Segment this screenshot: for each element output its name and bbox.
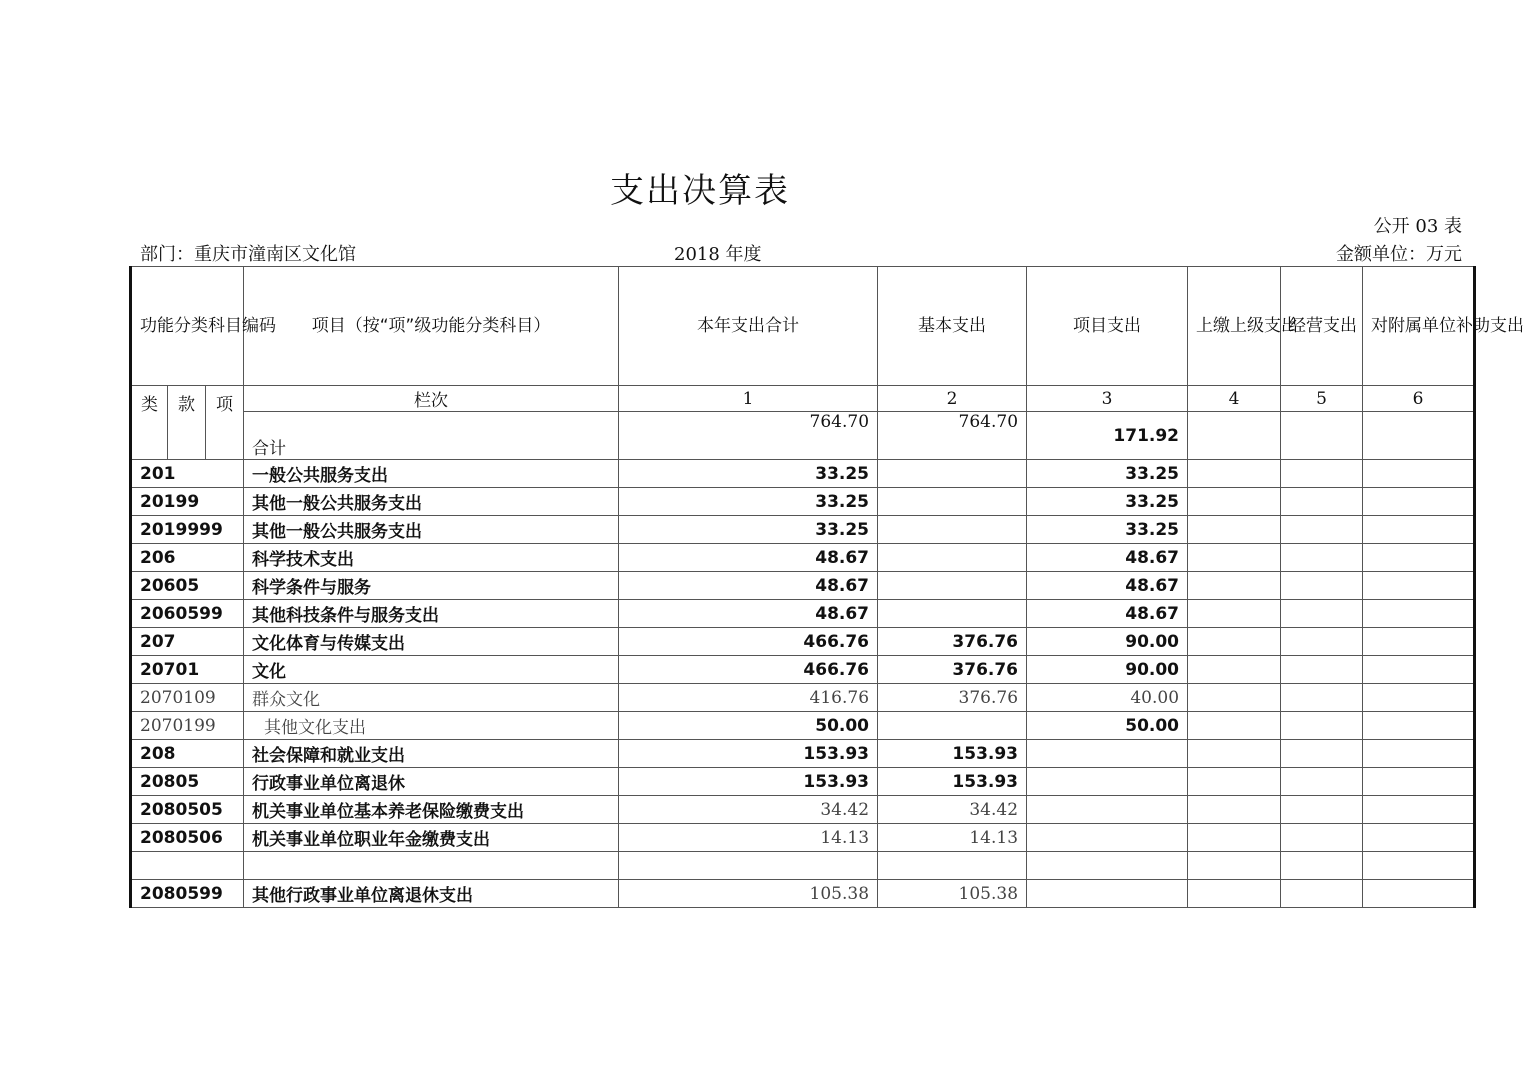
row-name: 科学条件与服务 <box>244 572 619 600</box>
table-row <box>131 656 1475 684</box>
column-number: 4 <box>1188 386 1281 412</box>
row-basic <box>878 852 1027 880</box>
row-total: 153.93 <box>619 740 878 768</box>
header-project: 项目支出 <box>1027 267 1188 386</box>
row-basic <box>878 544 1027 572</box>
row-project: 90.00 <box>1027 628 1188 656</box>
row-business <box>1281 488 1363 516</box>
row-basic: 376.76 <box>878 656 1027 684</box>
row-total: 50.00 <box>619 712 878 740</box>
row-business <box>1281 796 1363 824</box>
row-name: 其他一般公共服务支出 <box>244 488 619 516</box>
row-project: 40.00 <box>1027 684 1188 712</box>
row-project: 33.25 <box>1027 488 1188 516</box>
empty-cell <box>1363 412 1475 460</box>
table-row <box>131 852 1475 880</box>
level-lei: 类 <box>131 386 168 460</box>
table-row <box>131 768 1475 796</box>
row-subsidy <box>1363 600 1475 628</box>
row-code: 2080506 <box>131 824 244 852</box>
row-basic: 34.42 <box>878 796 1027 824</box>
total-basic: 764.70 <box>878 412 1027 460</box>
row-business <box>1281 600 1363 628</box>
empty-cell <box>1188 412 1281 460</box>
row-total: 466.76 <box>619 656 878 684</box>
row-subsidy <box>1363 572 1475 600</box>
row-code: 20605 <box>131 572 244 600</box>
row-subsidy <box>1363 460 1475 488</box>
row-superior <box>1188 488 1281 516</box>
row-business <box>1281 628 1363 656</box>
row-code: 2080505 <box>131 796 244 824</box>
total-label: 合计 <box>244 412 619 460</box>
row-name: 群众文化 <box>244 684 619 712</box>
row-project <box>1027 740 1188 768</box>
row-basic <box>878 600 1027 628</box>
header-subsidy: 对附属单位补助支出 <box>1363 267 1475 386</box>
row-subsidy <box>1363 712 1475 740</box>
row-project: 50.00 <box>1027 712 1188 740</box>
row-subsidy <box>1363 768 1475 796</box>
row-code: 208 <box>131 740 244 768</box>
row-business <box>1281 740 1363 768</box>
row-superior <box>1188 880 1281 908</box>
row-superior <box>1188 684 1281 712</box>
row-business <box>1281 516 1363 544</box>
column-number: 1 <box>619 386 878 412</box>
table-row <box>131 628 1475 656</box>
row-total: 48.67 <box>619 544 878 572</box>
row-project: 48.67 <box>1027 544 1188 572</box>
row-total: 416.76 <box>619 684 878 712</box>
row-code: 2070199 <box>131 712 244 740</box>
row-total: 34.42 <box>619 796 878 824</box>
header-basic: 基本支出 <box>878 267 1027 386</box>
row-code: 20805 <box>131 768 244 796</box>
row-total: 466.76 <box>619 628 878 656</box>
column-number: 2 <box>878 386 1027 412</box>
row-superior <box>1188 656 1281 684</box>
row-total: 153.93 <box>619 768 878 796</box>
table-row <box>131 488 1475 516</box>
row-superior <box>1188 712 1281 740</box>
column-number-row <box>131 386 1475 412</box>
row-code: 207 <box>131 628 244 656</box>
row-code: 2019999 <box>131 516 244 544</box>
row-basic <box>878 460 1027 488</box>
header-item: 项目（按“项”级功能分类科目） <box>244 267 619 386</box>
column-number: 3 <box>1027 386 1188 412</box>
row-subsidy <box>1363 824 1475 852</box>
row-subsidy <box>1363 880 1475 908</box>
row-superior <box>1188 796 1281 824</box>
row-total: 33.25 <box>619 460 878 488</box>
row-total <box>619 852 878 880</box>
total-row <box>131 412 1475 460</box>
row-basic <box>878 572 1027 600</box>
header-business: 经营支出 <box>1281 267 1363 386</box>
row-basic: 153.93 <box>878 740 1027 768</box>
row-name: 机关事业单位基本养老保险缴费支出 <box>244 796 619 824</box>
row-subsidy <box>1363 488 1475 516</box>
row-total: 33.25 <box>619 488 878 516</box>
row-superior <box>1188 460 1281 488</box>
row-business <box>1281 712 1363 740</box>
row-basic: 14.13 <box>878 824 1027 852</box>
row-total: 33.25 <box>619 516 878 544</box>
row-project: 48.67 <box>1027 600 1188 628</box>
row-name: 其他科技条件与服务支出 <box>244 600 619 628</box>
row-total: 14.13 <box>619 824 878 852</box>
row-total: 48.67 <box>619 572 878 600</box>
row-code: 206 <box>131 544 244 572</box>
row-code: 2070109 <box>131 684 244 712</box>
table-row <box>131 460 1475 488</box>
row-name: 其他文化支出 <box>244 712 619 740</box>
table-row <box>131 684 1475 712</box>
report-title: 支出决算表 <box>610 171 790 211</box>
row-superior <box>1188 824 1281 852</box>
row-code: 2060599 <box>131 600 244 628</box>
table-row <box>131 572 1475 600</box>
row-business <box>1281 768 1363 796</box>
row-project: 90.00 <box>1027 656 1188 684</box>
row-subsidy <box>1363 796 1475 824</box>
table-row <box>131 740 1475 768</box>
row-code: 20701 <box>131 656 244 684</box>
row-name: 一般公共服务支出 <box>244 460 619 488</box>
row-name: 其他一般公共服务支出 <box>244 516 619 544</box>
table-row <box>131 600 1475 628</box>
level-kuan: 款 <box>168 386 206 460</box>
column-number: 5 <box>1281 386 1363 412</box>
row-subsidy <box>1363 740 1475 768</box>
row-superior <box>1188 572 1281 600</box>
table-row <box>131 516 1475 544</box>
amount-unit: 金额单位：万元 <box>1336 244 1462 265</box>
row-superior <box>1188 852 1281 880</box>
column-label: 栏次 <box>244 386 619 412</box>
total-project: 171.92 <box>1027 412 1188 460</box>
header-superior: 上缴上级支出 <box>1188 267 1281 386</box>
row-subsidy <box>1363 852 1475 880</box>
table-row <box>131 824 1475 852</box>
row-basic <box>878 488 1027 516</box>
row-project <box>1027 824 1188 852</box>
row-project <box>1027 852 1188 880</box>
row-project: 33.25 <box>1027 516 1188 544</box>
row-name: 科学技术支出 <box>244 544 619 572</box>
row-superior <box>1188 600 1281 628</box>
row-subsidy <box>1363 684 1475 712</box>
row-basic: 376.76 <box>878 628 1027 656</box>
row-basic <box>878 516 1027 544</box>
row-code: 201 <box>131 460 244 488</box>
table-row <box>131 796 1475 824</box>
row-code: 2080599 <box>131 880 244 908</box>
table-row <box>131 880 1475 908</box>
row-name: 其他行政事业单位离退休支出 <box>244 880 619 908</box>
row-name <box>244 852 619 880</box>
row-subsidy <box>1363 628 1475 656</box>
row-subsidy <box>1363 656 1475 684</box>
header-code: 功能分类科目编码 <box>131 267 244 386</box>
department-label: 部门：重庆市潼南区文化馆 <box>140 244 356 265</box>
row-superior <box>1188 544 1281 572</box>
level-xiang: 项 <box>206 386 244 460</box>
row-superior <box>1188 628 1281 656</box>
row-name: 社会保障和就业支出 <box>244 740 619 768</box>
row-project <box>1027 880 1188 908</box>
fiscal-year: 2018 年度 <box>674 244 762 265</box>
row-basic: 105.38 <box>878 880 1027 908</box>
row-name: 机关事业单位职业年金缴费支出 <box>244 824 619 852</box>
row-project <box>1027 796 1188 824</box>
row-business <box>1281 656 1363 684</box>
row-basic <box>878 712 1027 740</box>
expenditure-table <box>129 266 1524 908</box>
row-business <box>1281 824 1363 852</box>
row-subsidy <box>1363 544 1475 572</box>
row-superior <box>1188 740 1281 768</box>
row-code: 20199 <box>131 488 244 516</box>
column-number: 6 <box>1363 386 1475 412</box>
header-row <box>131 267 1475 386</box>
row-basic: 153.93 <box>878 768 1027 796</box>
row-superior <box>1188 768 1281 796</box>
row-code <box>131 852 244 880</box>
row-business <box>1281 572 1363 600</box>
row-basic: 376.76 <box>878 684 1027 712</box>
row-total: 48.67 <box>619 600 878 628</box>
row-project: 48.67 <box>1027 572 1188 600</box>
row-business <box>1281 880 1363 908</box>
total-amount: 764.70 <box>619 412 878 460</box>
header-total: 本年支出合计 <box>619 267 878 386</box>
row-business <box>1281 460 1363 488</box>
row-project <box>1027 768 1188 796</box>
row-project: 33.25 <box>1027 460 1188 488</box>
row-total: 105.38 <box>619 880 878 908</box>
row-name: 文化体育与传媒支出 <box>244 628 619 656</box>
table-row <box>131 544 1475 572</box>
form-number: 公开 03 表 <box>1373 216 1462 237</box>
row-business <box>1281 544 1363 572</box>
row-name: 文化 <box>244 656 619 684</box>
table-row <box>131 712 1475 740</box>
row-superior <box>1188 516 1281 544</box>
empty-cell <box>1281 412 1363 460</box>
row-business <box>1281 684 1363 712</box>
row-subsidy <box>1363 516 1475 544</box>
row-business <box>1281 852 1363 880</box>
row-name: 行政事业单位离退休 <box>244 768 619 796</box>
